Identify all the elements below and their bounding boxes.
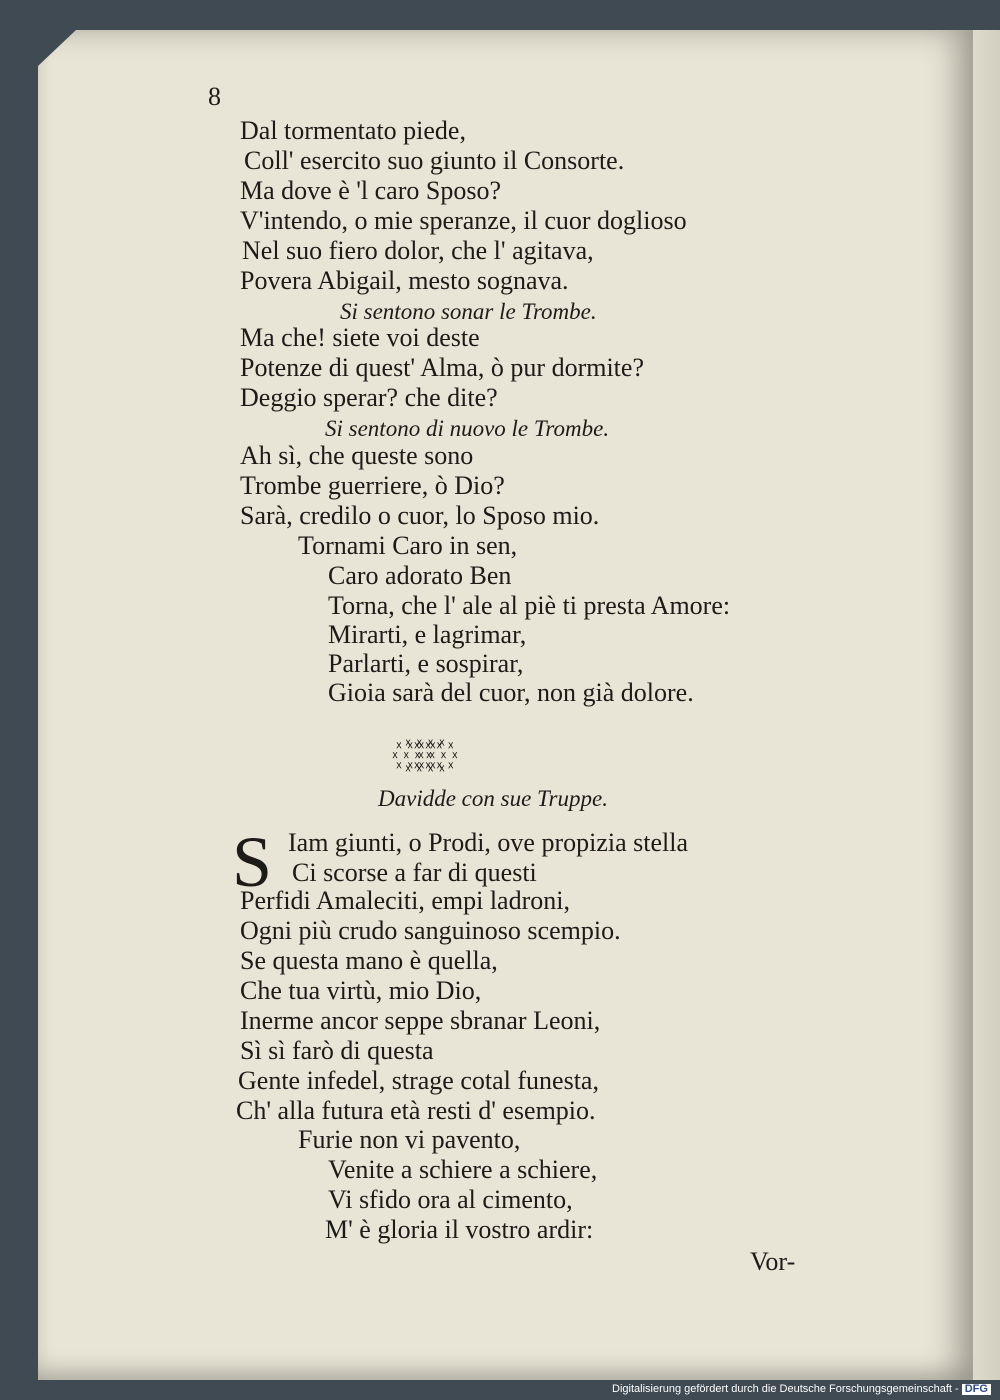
verse-line: V'intendo, o mie speranze, il cuor doglioso: [240, 206, 687, 235]
verse-line: Nel suo fiero dolor, che l' agitava,: [242, 236, 594, 265]
aria-line: Venite a schiere a schiere,: [328, 1155, 598, 1184]
verse-line: Ah sì, che queste sono: [240, 441, 474, 470]
verse-line: Gente infedel, strage cotal funesta,: [238, 1066, 599, 1095]
verse-line: Ci scorse a far di questi: [292, 858, 537, 887]
verse-line: Ch' alla futura età resti d' esempio.: [236, 1096, 596, 1125]
verse-line: Inerme ancor seppe sbranar Leoni,: [240, 1006, 601, 1035]
aria-line: M' è gloria il vostro ardir:: [325, 1215, 594, 1244]
aria-line: Vi sfido ora al cimento,: [328, 1185, 573, 1214]
verse-line: Trombe guerriere, ò Dio?: [240, 471, 505, 500]
verse-line: Sì sì farò di questa: [240, 1036, 434, 1065]
verse-line: Coll' esercito suo giunto il Consorte.: [244, 146, 625, 175]
verse-line: Ma dove è 'l caro Sposo?: [240, 176, 502, 205]
stage-direction: Si sentono di nuovo le Trombe.: [325, 416, 610, 441]
stage-direction: Si sentono sonar le Trombe.: [340, 299, 597, 324]
catchword: Vor-: [750, 1247, 796, 1276]
verse-line: Iam giunti, o Prodi, ove propizia stella: [288, 828, 689, 857]
ornament-divider: ꙰꙰ ꙰꙰ ꙰꙰ ꙰꙰: [408, 737, 446, 770]
page-number: 8: [208, 82, 221, 111]
verse-line: Sarà, credilo o cuor, lo Sposo mio.: [240, 501, 600, 530]
scene-heading: Davidde con sue Truppe.: [378, 786, 608, 811]
verse-line: Dal tormentato piede,: [240, 116, 466, 145]
verse-line: Se questa mano è quella,: [240, 946, 498, 975]
aria-line: Torna, che l' ale al piè ti presta Amore:: [328, 591, 731, 620]
funding-credit: [612, 1384, 991, 1395]
funding-text: Digitalisierung gefördert durch die Deutsche Forschungsgemeinschaft -: [612, 1383, 959, 1395]
dfg-logo: DFG: [962, 1384, 991, 1395]
verse-line: Ma che! siete voi deste: [240, 323, 480, 352]
verse-line: Deggio sperar? che dite?: [240, 383, 498, 412]
verse-line: Ogni più crudo sanguinoso scempio.: [240, 916, 621, 945]
aria-line: Gioia sarà del cuor, non già dolore.: [328, 678, 694, 707]
aria-line: Tornami Caro in sen,: [298, 531, 518, 560]
verse-line: Che tua virtù, mio Dio,: [240, 976, 482, 1005]
verse-line: Povera Abigail, mesto sognava.: [240, 266, 569, 295]
drop-cap: S: [232, 822, 273, 902]
aria-line: Caro adorato Ben: [328, 561, 512, 590]
verse-line: Potenze di quest' Alma, ò pur dormite?: [240, 353, 644, 382]
aria-line: Parlarti, e sospirar,: [328, 649, 524, 678]
verse-line: Perfidi Amaleciti, empi ladroni,: [240, 886, 570, 915]
aria-line: Furie non vi pavento,: [298, 1125, 521, 1154]
aria-line: Mirarti, e lagrimar,: [328, 620, 527, 649]
